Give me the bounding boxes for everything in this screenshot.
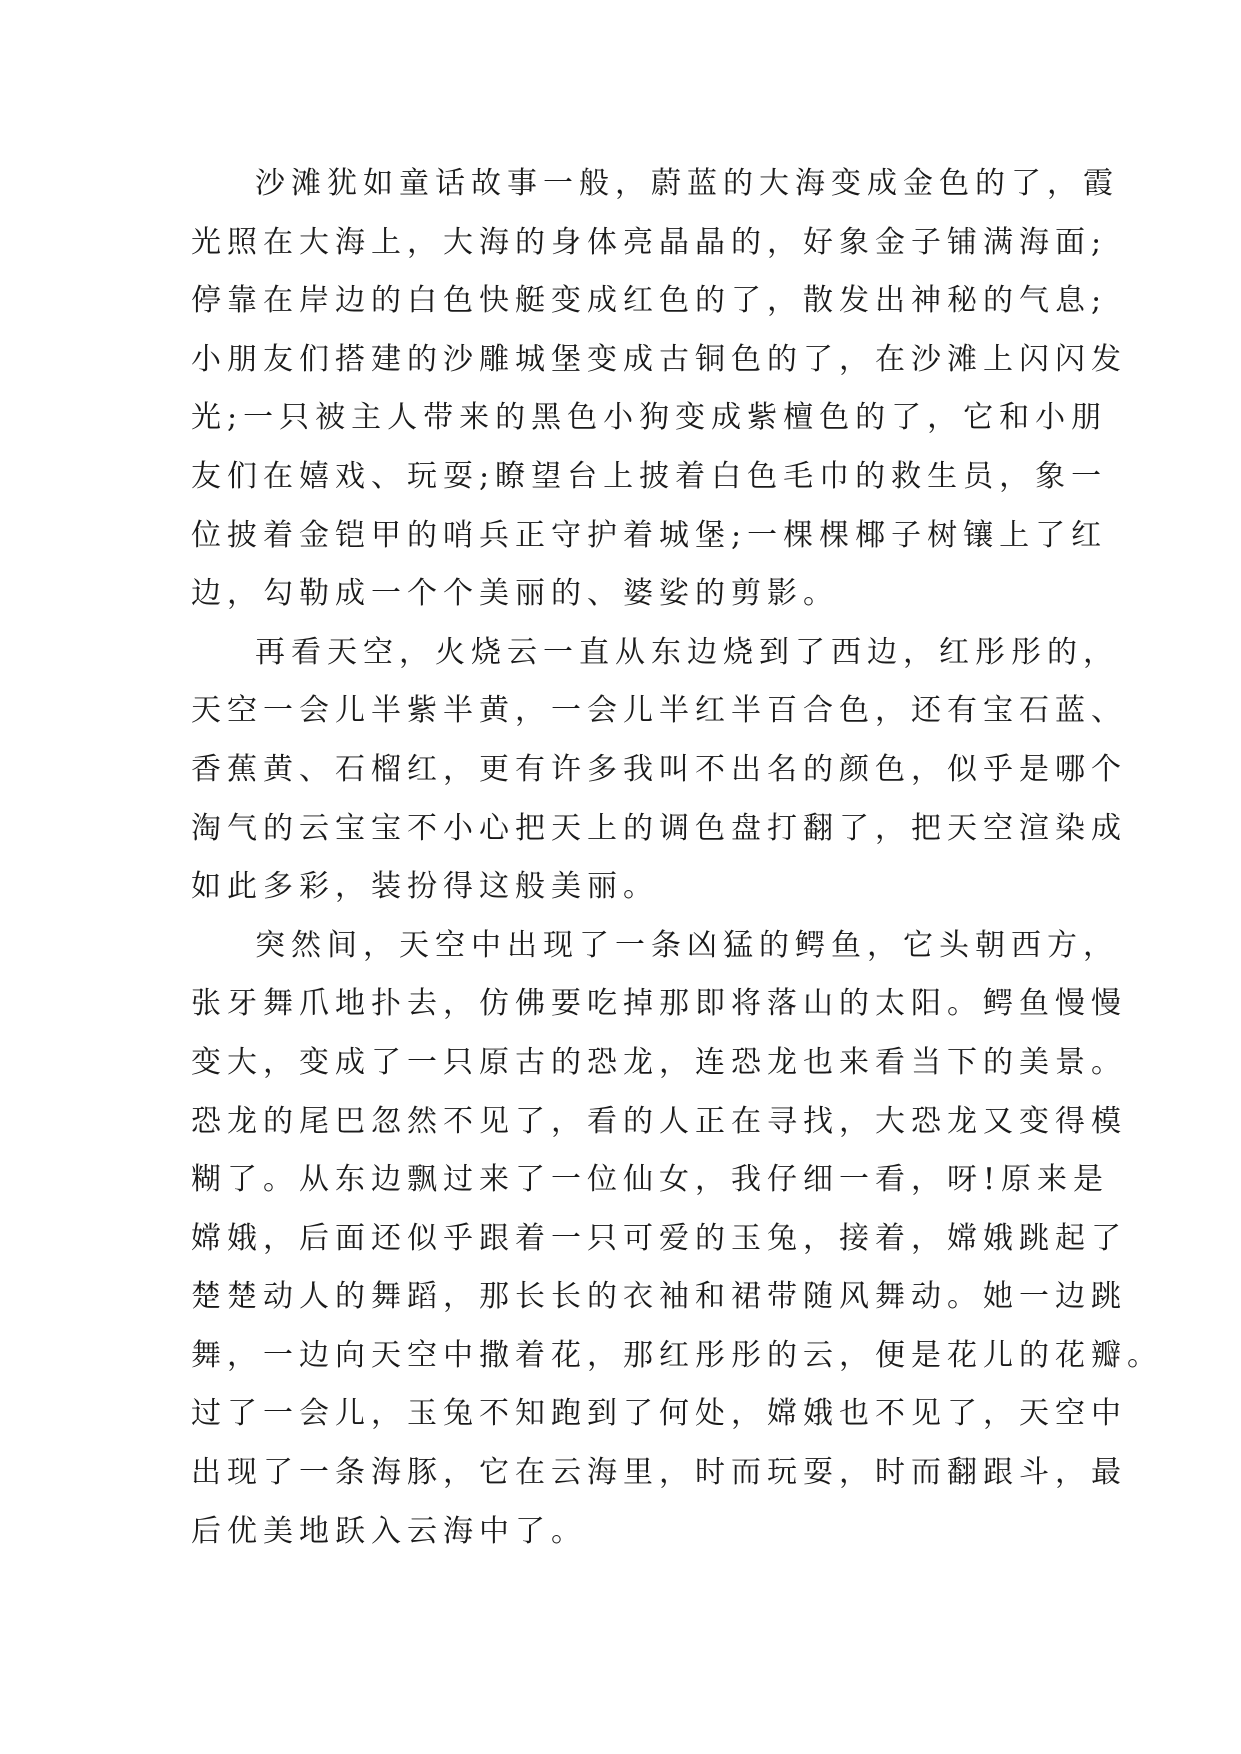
text-line: 再看天空，火烧云一直从东边烧到了西边，红彤彤的， [255,634,1119,670]
text-line: 出现了一条海豚，它在云海里，时而玩耍，时而翻跟斗，最 [191,1455,1127,1491]
text-line: 过了一会儿，玉兔不知跑到了何处，嫦娥也不见了，天空中 [191,1396,1127,1432]
text-line: 边，勾勒成一个个美丽的、婆娑的剪影。 [191,576,839,612]
text-line: 淘气的云宝宝不小心把天上的调色盘打翻了，把天空渲染成 [191,810,1127,846]
text-line: 后优美地跃入云海中了。 [191,1513,587,1549]
text-line: 沙滩犹如童话故事一般，蔚蓝的大海变成金色的了，霞 [255,166,1119,201]
paragraph-clouds [191,917,1163,1562]
text-line: 恐龙的尾巴忽然不见了，看的人正在寻找，大恐龙又变得模 [191,1103,1127,1139]
text-line: 糊了。从东边飘过来了一位仙女，我仔细一看，呀!原来是 [191,1162,1110,1198]
text-line: 友们在嬉戏、玩耍;瞭望台上披着白色毛巾的救生员，象一 [191,458,1108,494]
text-line: 嫦娥，后面还似乎跟着一只可爱的玉兔，接着，嫦娥跳起了 [191,1220,1127,1256]
text-line: 小朋友们搭建的沙雕城堡变成古铜色的了，在沙滩上闪闪发 [191,341,1127,377]
text-line: 变大，变成了一只原古的恐龙，连恐龙也来看当下的美景。 [191,1044,1127,1080]
text-line: 天空一会儿半紫半黄，一会儿半红半百合色，还有宝石蓝、 [191,693,1127,729]
text-line: 张牙舞爪地扑去，仿佛要吃掉那即将落山的太阳。鳄鱼慢慢 [191,986,1127,1022]
text-line: 舞，一边向天空中撒着花，那红彤彤的云，便是花儿的花瓣。 [191,1337,1163,1373]
text-line: 光照在大海上，大海的身体亮晶晶的，好象金子铺满海面; [191,224,1108,260]
text-line: 突然间，天空中出现了一条凶猛的鳄鱼，它头朝西方， [255,927,1119,963]
text-line: 位披着金铠甲的哨兵正守护着城堡;一棵棵椰子树镶上了红 [191,517,1108,553]
paragraph-beach [191,155,1127,624]
text-line: 光;一只被主人带来的黑色小狗变成紫檀色的了，它和小朋 [191,400,1108,436]
text-line: 停靠在岸边的白色快艇变成红色的了，散发出神秘的气息; [191,283,1108,319]
document-body [191,155,1163,1561]
paragraph-sky [191,624,1127,917]
text-line: 楚楚动人的舞蹈，那长长的衣袖和裙带随风舞动。她一边跳 [191,1279,1127,1315]
text-line: 如此多彩，装扮得这般美丽。 [191,869,659,905]
text-line: 香蕉黄、石榴红，更有许多我叫不出名的颜色，似乎是哪个 [191,751,1127,787]
